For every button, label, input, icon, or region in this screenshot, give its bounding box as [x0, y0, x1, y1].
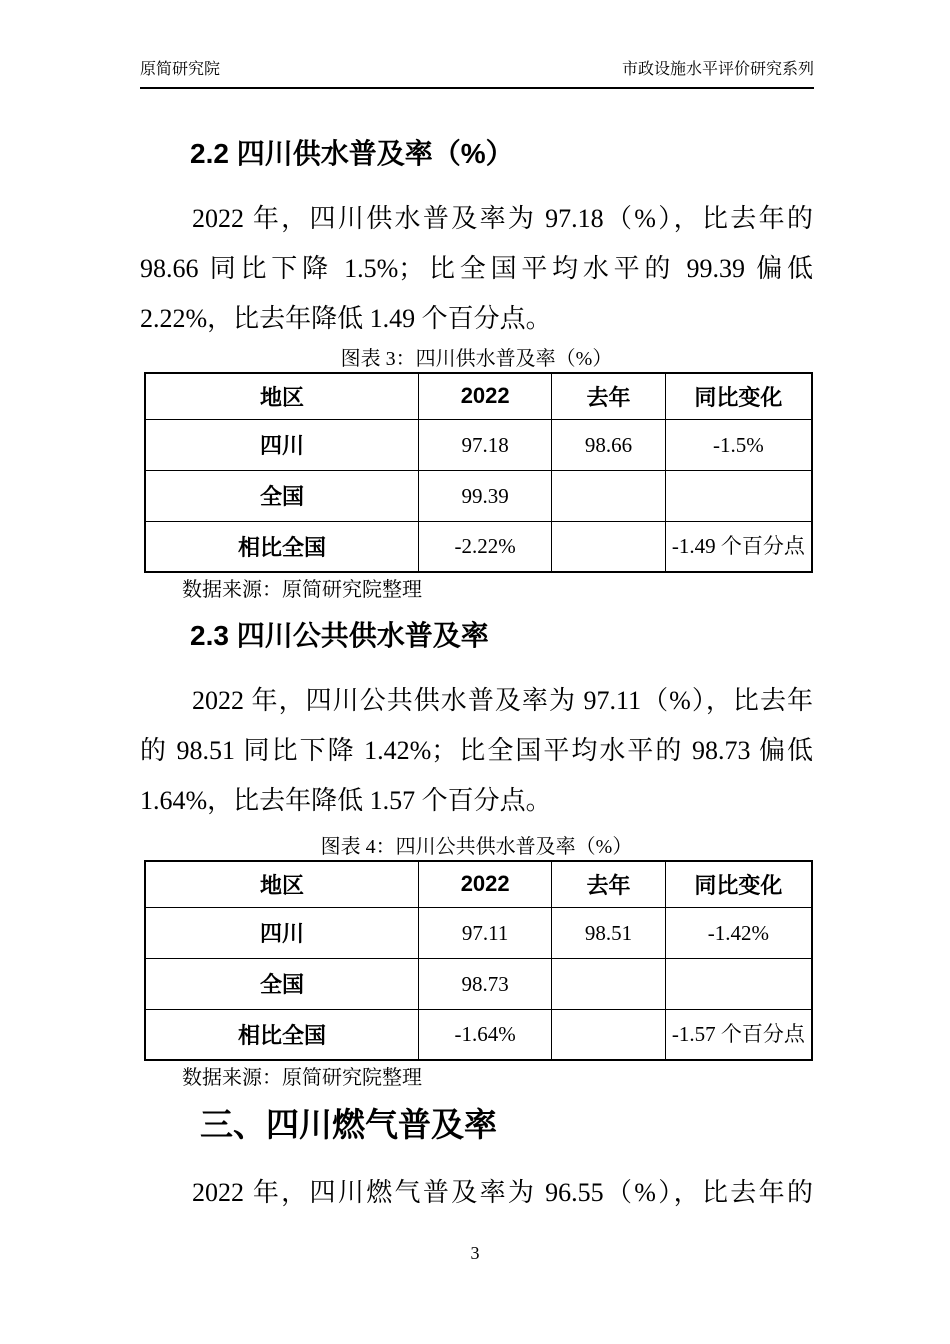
table-cell [552, 521, 665, 572]
row-header-vs-national: 相比全国 [145, 521, 418, 572]
section-2-3-paragraph [140, 676, 813, 826]
column-header-region: 地区 [145, 861, 418, 907]
table-cell: 97.18 [418, 419, 551, 470]
section-3-title: 三、四川燃气普及率 [200, 1106, 497, 1143]
page-number: 3 [470, 1243, 480, 1263]
table-cell: 98.66 [552, 419, 665, 470]
table-cell: -1.49 个百分点 [665, 521, 812, 572]
section-2-3-title: 2.3 四川公共供水普及率 [190, 620, 489, 651]
table-row [145, 419, 812, 470]
table-cell: 97.11 [418, 907, 551, 958]
row-header-sichuan: 四川 [145, 907, 418, 958]
column-header-yoy-change: 同比变化 [665, 373, 812, 419]
table-row [145, 470, 812, 521]
table-cell [665, 470, 812, 521]
table-cell: -2.22% [418, 521, 551, 572]
table-cell: 98.73 [418, 958, 551, 1009]
row-header-sichuan: 四川 [145, 419, 418, 470]
column-header-2022: 2022 [418, 861, 551, 907]
table-figure-3 [144, 372, 813, 573]
table-cell: 99.39 [418, 470, 551, 521]
section-2-2-paragraph [140, 194, 813, 344]
table-cell: -1.64% [418, 1009, 551, 1060]
figure-4-caption: 图表 4：四川公共供水普及率（%） [320, 836, 633, 858]
figure-3-caption: 图表 3：四川供水普及率（%） [340, 348, 613, 370]
paragraph-line: 1.64%，比去年降低 1.57 个百分点。 [140, 786, 552, 815]
table-row [145, 958, 812, 1009]
table-cell [665, 958, 812, 1009]
table-cell: -1.5% [665, 419, 812, 470]
paragraph-line: 2.22%，比去年降低 1.49 个百分点。 [140, 304, 552, 333]
table-figure-4 [144, 860, 813, 1061]
table-row [145, 1009, 812, 1060]
table-row [145, 521, 812, 572]
table-cell: -1.57 个百分点 [665, 1009, 812, 1060]
row-header-vs-national: 相比全国 [145, 1009, 418, 1060]
column-header-2022: 2022 [418, 373, 551, 419]
table-cell [552, 470, 665, 521]
row-header-national: 全国 [145, 470, 418, 521]
row-header-national: 全国 [145, 958, 418, 1009]
table-cell: -1.42% [665, 907, 812, 958]
data-source-note: 数据来源：原简研究院整理 [182, 579, 422, 601]
paragraph-line: 98.66 同比下降 1.5%；比全国平均水平的 99.39 偏低 [140, 254, 813, 283]
column-header-last-year: 去年 [552, 861, 665, 907]
section-3-paragraph [140, 1168, 813, 1218]
table-cell [552, 958, 665, 1009]
data-source-note: 数据来源：原简研究院整理 [182, 1067, 422, 1089]
column-header-region: 地区 [145, 373, 418, 419]
paragraph-line: 的 98.51 同比下降 1.42%；比全国平均水平的 98.73 偏低 [140, 736, 813, 765]
table-cell [552, 1009, 665, 1060]
table-header-row [145, 861, 812, 907]
column-header-last-year: 去年 [552, 373, 665, 419]
header-right-text: 市政设施水平评价研究系列 [621, 61, 814, 78]
page-header [140, 60, 814, 89]
table-cell: 98.51 [552, 907, 665, 958]
column-header-yoy-change: 同比变化 [665, 861, 812, 907]
paragraph-line: 2022 年，四川燃气普及率为 96.55（%），比去年的 [192, 1178, 813, 1207]
table-row [145, 907, 812, 958]
paragraph-line: 2022 年，四川公共供水普及率为 97.11（%），比去年 [192, 686, 813, 715]
paragraph-line: 2022 年，四川供水普及率为 97.18（%），比去年的 [192, 204, 813, 233]
table-header-row [145, 373, 812, 419]
section-2-2-title: 2.2 四川供水普及率（%） [190, 138, 514, 169]
header-left-text: 原简研究院 [140, 61, 221, 78]
page-content [140, 88, 813, 1218]
